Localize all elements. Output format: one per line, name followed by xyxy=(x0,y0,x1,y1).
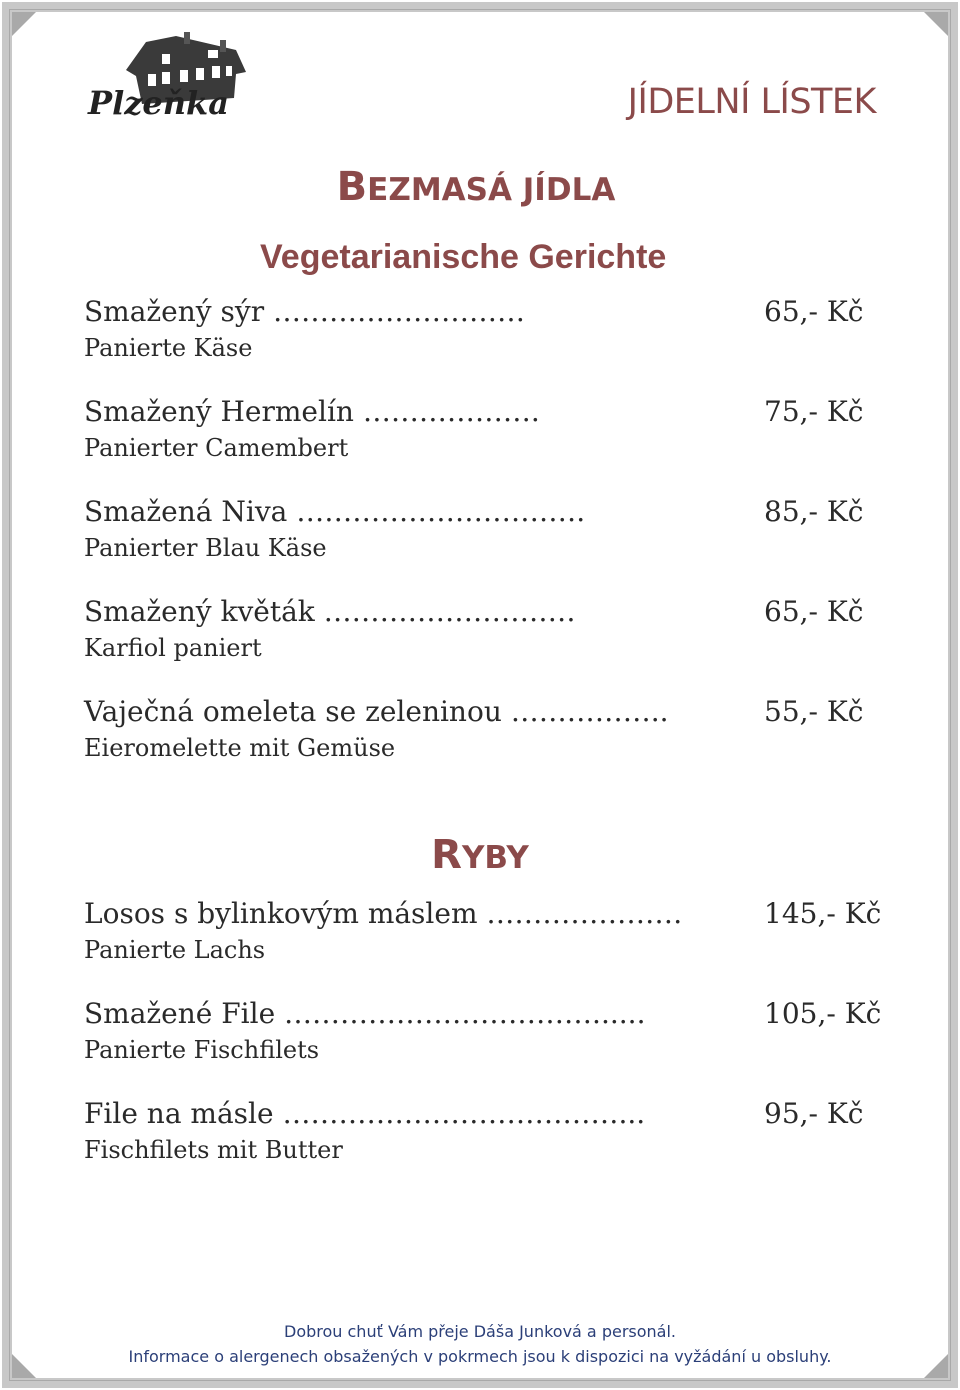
item-name: Smažené File ……………………………...... xyxy=(84,997,646,1030)
item-name: File na másle ………………………………... xyxy=(84,1097,646,1130)
menu-item xyxy=(84,692,884,768)
item-name: Smažený květák ……………………… xyxy=(84,595,576,628)
item-translation: Karfiol paniert xyxy=(84,634,262,662)
item-translation: Panierter Blau Käse xyxy=(84,534,327,562)
item-price: 145,- Kč xyxy=(764,897,882,930)
item-translation: Panierte Lachs xyxy=(84,936,266,964)
footer-greeting: Dobrou chuť Vám přeje Dáša Junková a personál. xyxy=(284,1322,676,1341)
section-title-initial: R xyxy=(431,832,462,878)
menu-item xyxy=(84,1094,884,1170)
section-title-rest: EZMASÁ JÍDLA xyxy=(367,172,616,208)
section-title-vegetarian xyxy=(0,164,956,210)
section-subtitle-vegetarian: Vegetarianische Gerichte xyxy=(260,238,667,276)
section-title-rest: YBY xyxy=(461,840,529,876)
menu-item xyxy=(84,392,884,468)
item-price: 95,- Kč xyxy=(764,1097,864,1130)
logo-wordmark: Plzeňka xyxy=(88,84,229,120)
item-name: Smažený sýr ……………………… xyxy=(84,295,525,328)
footer-allergen-note: Informace o alergenech obsažených v pokrmech jsou k dispozici na vyžádání u obsluhy. xyxy=(128,1347,832,1366)
restaurant-logo xyxy=(86,28,256,120)
item-price: 65,- Kč xyxy=(764,295,864,328)
item-price: 85,- Kč xyxy=(764,495,864,528)
item-price: 65,- Kč xyxy=(764,595,864,628)
item-translation: Eieromelette mit Gemüse xyxy=(84,734,396,762)
menu-item xyxy=(84,292,884,368)
menu-item xyxy=(84,592,884,668)
section-title-fish xyxy=(0,832,960,878)
menu-title: JÍDELNÍ LÍSTEK xyxy=(627,82,876,122)
item-price: 105,- Kč xyxy=(764,997,882,1030)
menu-item xyxy=(84,994,884,1070)
item-translation: Fischfilets mit Butter xyxy=(84,1136,343,1164)
section-title-initial: B xyxy=(336,164,368,210)
item-name: Vaječná omeleta se zeleninou …………….. xyxy=(84,695,669,728)
corner-ornament-top-left xyxy=(12,12,36,36)
item-name: Smažená Niva …………………………. xyxy=(84,495,586,528)
item-name: Losos s bylinkovým máslem ………………… xyxy=(84,897,683,930)
item-price: 75,- Kč xyxy=(764,395,864,428)
item-price: 55,- Kč xyxy=(764,695,864,728)
menu-item xyxy=(84,492,884,568)
item-translation: Panierte Fischfilets xyxy=(84,1036,320,1064)
item-translation: Panierter Camembert xyxy=(84,434,349,462)
corner-ornament-top-right xyxy=(924,12,948,36)
menu-item xyxy=(84,894,884,970)
item-translation: Panierte Käse xyxy=(84,334,253,362)
item-name: Smažený Hermelín ………………. xyxy=(84,395,540,428)
